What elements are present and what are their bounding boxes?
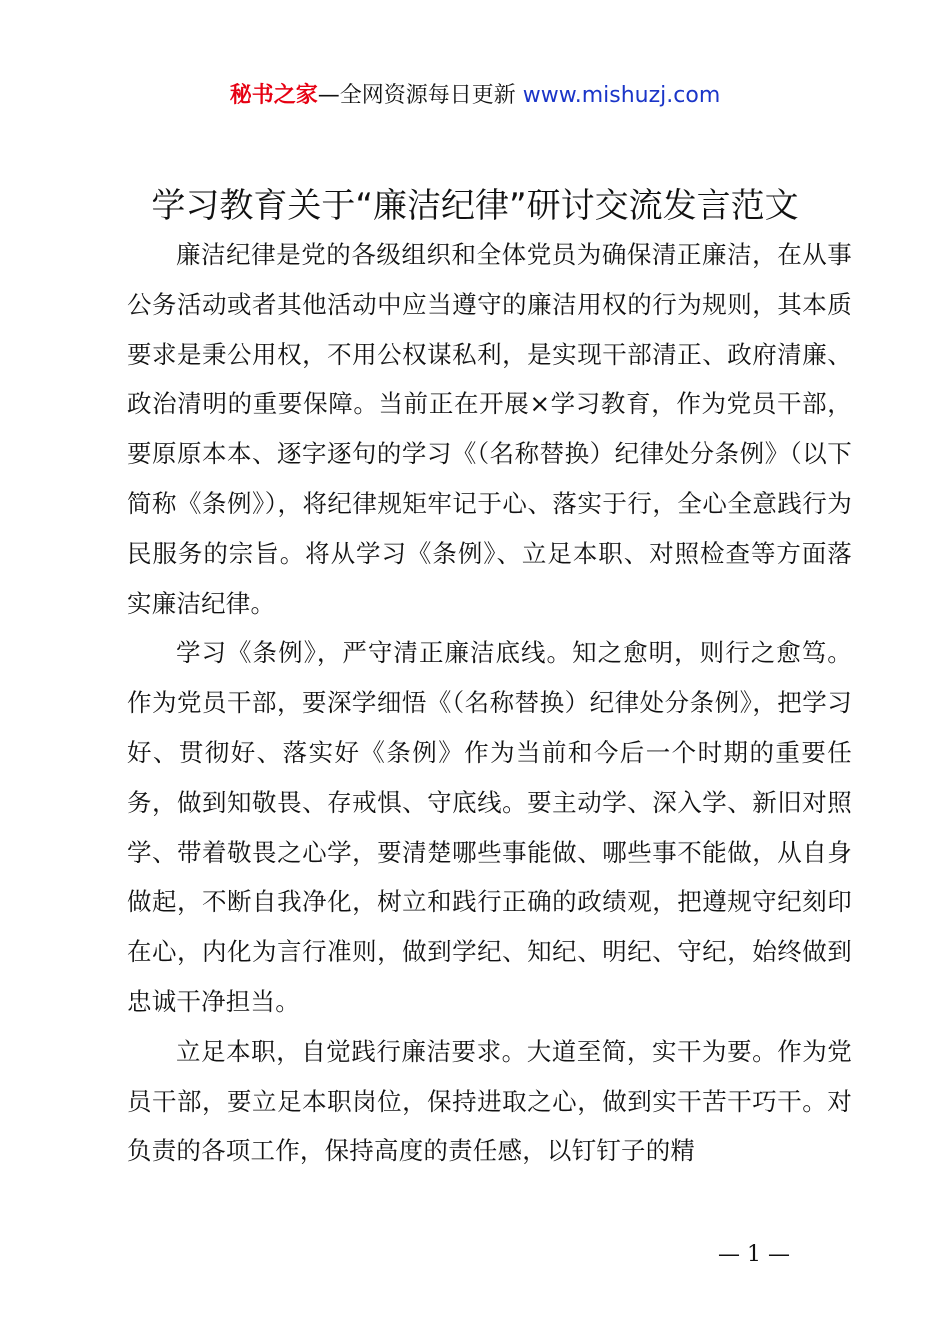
paragraph-2: 学习《条例》，严守清正廉洁底线。知之愈明，则行之愈笃。作为党员干部，要深学细悟《（名称替换）纪律处分条例》，把学习好、贯彻好、落实好《条例》作为当前和今后一个时期的重要任务，做到知敬畏、存戒惧、守底线。要主动学、深入学、新旧对照学、带着敬畏之心学，要清楚哪些事能做、哪些事不能做，从自身做起，不断自我净化，树立和践行正确的政绩观，把遵规守纪刻印在心，内化为言行准则，做到学纪、知纪、明纪、守纪，始终做到忠诚干净担当。 <box>127 638 852 1016</box>
paragraph-1: 廉洁纪律是党的各级组织和全体党员为确保清正廉洁，在从事公务活动或者其他活动中应当遵守的廉洁用权的行为规则，其本质要求是秉公用权，不用公权谋私利，是实现干部清正、政府清廉、政治清明的重要保障。当前正在开展×学习教育，作为党员干部，要原原本本、逐字逐句的学习《（名称替换）纪律处分条例》（以下简称《条例》），将纪律规矩牢记于心、落实于行，全心全意践行为民服务的宗旨。将从学习《条例》、立足本职、对照检查等方面落实廉洁纪律。 <box>127 240 852 618</box>
paragraph-3: 立足本职，自觉践行廉洁要求。大道至简，实干为要。作为党员干部，要立足本职岗位，保持进取之心，做到实干苦干巧干。对负责的各项工作，保持高度的责任感，以钉钉子的精 <box>127 1036 852 1166</box>
site-url-link[interactable]: www.mishuzj.com <box>522 83 721 108</box>
site-header <box>0 80 950 112</box>
page-number: — 1 — <box>718 1242 790 1267</box>
document-title: 学习教育关于“廉洁纪律”研讨交流发言范文 <box>151 186 799 226</box>
header-tagline: —全网资源每日更新 <box>317 83 523 108</box>
document-body <box>127 230 852 1176</box>
brand-name: 秘书之家 <box>229 83 318 108</box>
